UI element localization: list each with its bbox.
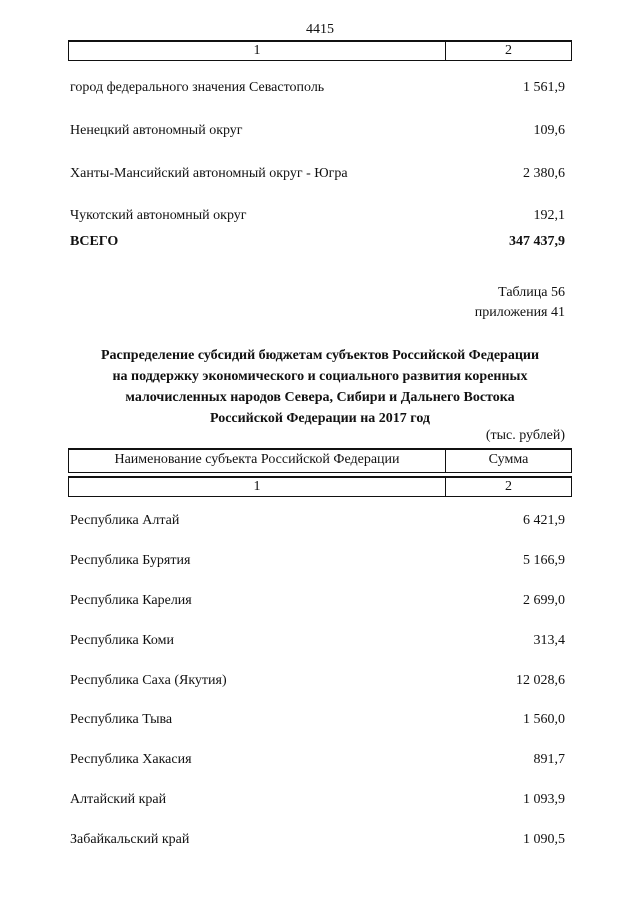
table-row [70,208,565,224]
col-num-2: 2 [505,479,512,494]
total-value: 347 437,9 [509,234,565,249]
caption-table-number: Таблица 56 [498,285,565,300]
table-row [70,166,565,182]
row-name: Республика Саха (Якутия) [70,673,227,688]
title-line: Российской Федерации на 2017 год [209,411,430,426]
title-line: малочисленных народов Севера, Сибири и Дальнего Востока [125,390,515,405]
table-row [70,633,565,649]
row-name: Ненецкий автономный округ [70,123,243,138]
row-name: Республика Алтай [70,513,180,528]
title-line: на поддержку экономического и социального развития коренных [112,369,528,384]
top-col-num-2: 2 [505,43,512,58]
total-label: ВСЕГО [70,234,119,249]
row-name: Алтайский край [70,792,167,807]
table-row [70,832,565,848]
row-value: 1 561,9 [523,80,565,95]
row-name: Республика Карелия [70,593,192,608]
table-row [70,712,565,728]
table-row [70,593,565,609]
table-row [70,513,565,529]
table-row [70,80,565,96]
row-name: город федерального значения Севастополь [70,80,325,95]
row-name: Забайкальский край [70,832,190,847]
row-value: 1 560,0 [523,712,565,727]
table-row [70,673,565,689]
table-row [70,752,565,768]
row-value: 313,4 [533,633,565,648]
row-name: Республика Хакасия [70,752,192,767]
col-num-1: 1 [69,478,446,496]
table-header [68,448,572,473]
table-column-numbers [68,476,572,497]
row-name: Республика Бурятия [70,553,191,568]
row-value: 192,1 [533,208,565,223]
table-row [70,123,565,139]
row-value: 5 166,9 [523,553,565,568]
document-title [60,345,580,429]
row-value: 1 090,5 [523,832,565,847]
row-value: 2 380,6 [523,166,565,181]
units-label: (тыс. рублей) [485,428,565,443]
table-row [70,553,565,569]
row-value: 2 699,0 [523,593,565,608]
total-row [70,234,565,250]
row-name: Чукотский автономный округ [70,208,247,223]
page-number: 4415 [306,22,334,37]
header-amount: Сумма [488,452,529,467]
row-value: 891,7 [533,752,565,767]
row-name: Республика Тыва [70,712,173,727]
table-caption [475,283,565,323]
caption-appendix: приложения 41 [474,305,565,320]
row-value: 6 421,9 [523,513,565,528]
top-table-column-numbers [68,40,572,61]
row-name: Республика Коми [70,633,174,648]
title-line: Распределение субсидий бюджетам субъектов Российской Федерации [100,348,540,363]
row-value: 1 093,9 [523,792,565,807]
header-subject-name: Наименование субъекта Российской Федерации [69,450,446,472]
row-name: Ханты-Мансийский автономный округ - Югра [70,166,348,181]
table-row [70,792,565,808]
row-value: 12 028,6 [516,673,565,688]
top-col-num-1: 1 [69,42,446,60]
row-value: 109,6 [533,123,565,138]
